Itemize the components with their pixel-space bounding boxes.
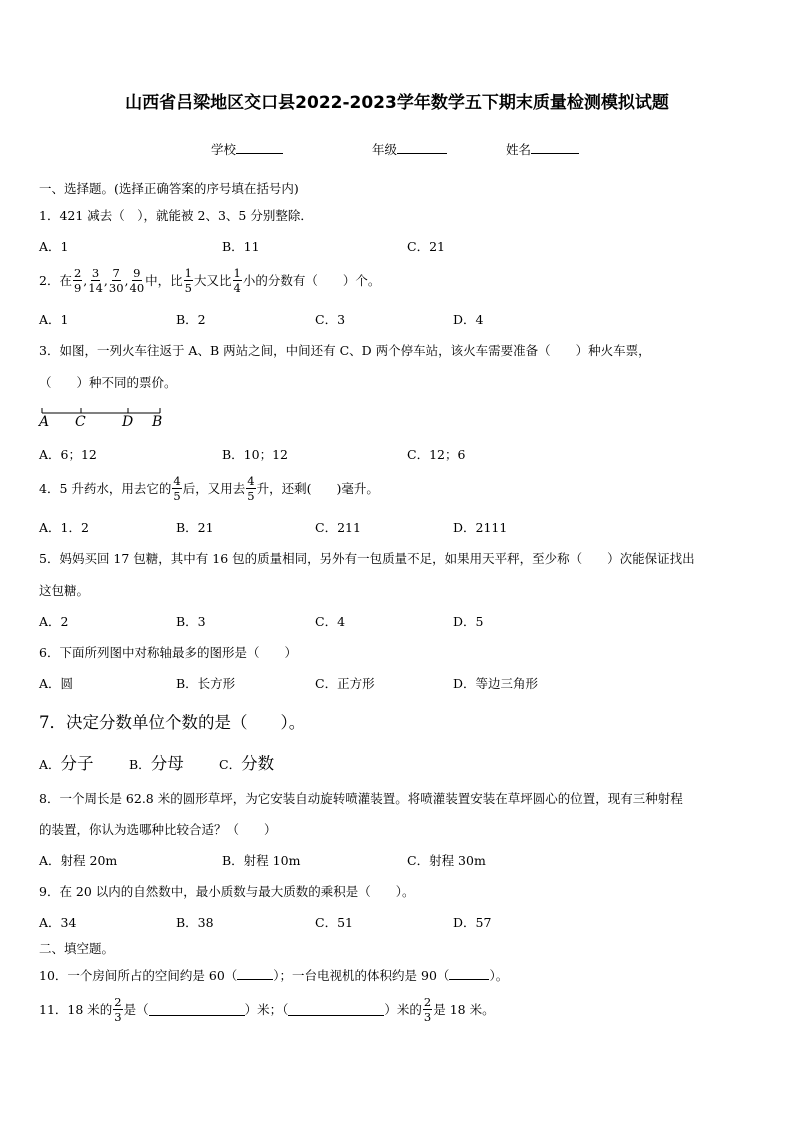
q11-mid1: 是（ — [123, 1001, 149, 1017]
q4-fraction-1: $\frac{4}{5}$ — [173, 474, 181, 503]
q10-mid: ）；一台电视机的体积约是 90（ — [273, 968, 450, 983]
school-label: 学校 — [211, 142, 237, 157]
q2-fraction-2: $\frac{3}{14}$ — [88, 266, 103, 295]
q7-option-a-text: 分子 — [60, 754, 94, 773]
q4-fraction-2: $\frac{4}{5}$ — [247, 474, 255, 503]
grade-field — [372, 141, 447, 158]
school-blank[interactable] — [236, 141, 283, 154]
q2-stem: 2．在 $\frac{2}{9}$ , $\frac{3}{14}$ , $\frac{7}{30}$ , $\frac{9}{40}$ 中，比 $\frac{1}{5}$ 大又比 $\frac{1}{4}$ 小的分数有（ ）个。 — [39, 266, 381, 295]
q2-fraction-5: $\frac{1}{5}$ — [184, 266, 192, 295]
q4-option-d[interactable]: D．2111 — [453, 520, 508, 535]
q4-mid: 后，又用去 — [182, 480, 246, 496]
station-d-label: D — [122, 414, 134, 430]
q9-option-d[interactable]: D．57 — [453, 915, 492, 930]
q6-option-d[interactable]: D．等边三角形 — [453, 676, 539, 691]
q7-option-a-label: A． — [39, 757, 61, 772]
q8-option-a[interactable]: A．射程 20m — [39, 853, 118, 868]
q6-option-c[interactable]: C．正方形 — [315, 676, 375, 691]
q7-option-a[interactable] — [39, 750, 94, 774]
q2-option-b[interactable]: B．2 — [176, 312, 206, 327]
q10-blank-1[interactable] — [237, 967, 273, 980]
q8-option-b[interactable]: B．射程 10m — [222, 853, 301, 868]
q10-stem — [39, 967, 508, 984]
q3-option-c[interactable]: C．12；6 — [407, 447, 466, 462]
q3-track-line — [39, 405, 169, 417]
q3-option-b[interactable]: B．10；12 — [222, 447, 288, 462]
q1-stem: 1．421 减去（ ），就能被 2、3、5 分别整除． — [39, 208, 313, 223]
q11-blank-2[interactable] — [288, 1003, 384, 1016]
q7-option-b[interactable] — [129, 750, 184, 774]
q4-pre: 4．5 升药水，用去它的 — [39, 480, 172, 496]
name-label: 姓名 — [506, 142, 532, 157]
q6-option-b[interactable]: B．长方形 — [176, 676, 236, 691]
station-b-label: B — [152, 414, 163, 430]
q7-option-c-label: C． — [219, 757, 242, 772]
q9-option-c[interactable]: C．51 — [315, 915, 353, 930]
q2-option-d[interactable]: D．4 — [453, 312, 484, 327]
grade-label: 年级 — [372, 142, 398, 157]
name-field — [506, 141, 579, 158]
q7-option-c[interactable] — [219, 750, 274, 774]
q11-post: 是 18 米。 — [433, 1001, 495, 1017]
q5-option-b[interactable]: B．3 — [176, 614, 206, 629]
q4-option-c[interactable]: C．211 — [315, 520, 361, 535]
q8-stem-line2: 的装置，你认为选哪种比较合适？（ ） — [39, 822, 277, 837]
q11-blank-1[interactable] — [149, 1003, 245, 1016]
q3-option-a[interactable]: A．6；12 — [39, 447, 97, 462]
q5-stem-line2: 这包糖。 — [39, 583, 90, 598]
station-a-label: A — [39, 414, 50, 430]
school-field — [211, 141, 283, 158]
q3-station-diagram — [39, 405, 169, 433]
name-blank[interactable] — [531, 141, 579, 154]
grade-blank[interactable] — [397, 141, 447, 154]
q2-fraction-6: $\frac{1}{4}$ — [233, 266, 241, 295]
q4-post: 升，还剩( )毫升。 — [256, 480, 379, 496]
q7-stem: 7．决定分数单位个数的是（ ）。 — [39, 713, 306, 732]
q7-option-b-text: 分母 — [150, 754, 184, 773]
q10-blank-2[interactable] — [449, 967, 489, 980]
q1-option-b[interactable]: B．11 — [222, 239, 260, 254]
q2-mid2: 大又比 — [194, 272, 232, 288]
q3-stem-line2: （ ）种不同的票价。 — [39, 375, 177, 390]
q4-option-a[interactable]: A．1．2 — [39, 520, 89, 535]
q11-mid3: ）米的 — [384, 1001, 422, 1017]
section-fill-heading: 二、填空题。 — [39, 941, 115, 956]
section-choice-heading: 一、选择题。(选择正确答案的序号填在括号内) — [39, 181, 299, 196]
q4-option-b[interactable]: B．21 — [176, 520, 214, 535]
q11-fraction-1: $\frac{2}{3}$ — [114, 995, 122, 1024]
q9-option-b[interactable]: B．38 — [176, 915, 214, 930]
q2-post: 小的分数有（ ）个。 — [242, 272, 381, 288]
q10-pre: 10．一个房间所占的空间约是 60（ — [39, 968, 238, 983]
q5-option-c[interactable]: C．4 — [315, 614, 346, 629]
q1-option-c[interactable]: C．21 — [407, 239, 445, 254]
q11-mid2: ）米；（ — [244, 1001, 289, 1017]
q2-mid1: 中，比 — [145, 272, 183, 288]
q2-option-a[interactable]: A．1 — [39, 312, 69, 327]
station-c-label: C — [75, 414, 86, 430]
q9-stem: 9．在 20 以内的自然数中，最小质数与最大质数的乘积是（ ）。 — [39, 884, 415, 899]
q10-post: ）。 — [489, 968, 509, 983]
q7-option-b-label: B． — [129, 757, 151, 772]
q7-option-c-text: 分数 — [241, 754, 275, 773]
q2-fraction-1: $\frac{2}{9}$ — [73, 266, 82, 295]
q5-option-a[interactable]: A．2 — [39, 614, 69, 629]
q2-fraction-4: $\frac{9}{40}$ — [129, 266, 145, 295]
q1-option-a[interactable]: A．1 — [39, 239, 69, 254]
q4-stem — [39, 474, 379, 503]
q5-stem-line1: 5．妈妈买回 17 包糖，其中有 16 包的质量相同，另外有一包质量不足，如果用天平秤，至少称（ ）次能保证找出 — [39, 551, 695, 566]
q2-pre: 2．在 — [39, 272, 72, 288]
q11-fraction-2: $\frac{2}{3}$ — [423, 995, 432, 1024]
q8-option-c[interactable]: C．射程 30m — [407, 853, 486, 868]
q6-option-a[interactable]: A．圆 — [39, 676, 74, 691]
q3-stem-line1: 3．如图，一列火车往返于 A、B 两站之间，中间还有 C、D 两个停车站，该火车需要准备（ ）种火车票， — [39, 343, 651, 358]
q8-stem-line1: 8．一个周长是 62.8 米的圆形草坪，为它安装自动旋转喷灌装置。将喷灌装置安装在草坪圆心的位置，现有三种射程 — [39, 791, 683, 806]
q6-stem: 6．下面所列图中对称轴最多的图形是（ ） — [39, 645, 297, 660]
q2-option-c[interactable]: C．3 — [315, 312, 346, 327]
q11-pre: 11．18 米的 — [39, 1001, 113, 1017]
q5-option-d[interactable]: D．5 — [453, 614, 484, 629]
page-title: 山西省吕梁地区交口县2022-2023学年数学五下期末质量检测模拟试题 — [125, 93, 669, 113]
q9-option-a[interactable]: A．34 — [39, 915, 77, 930]
q2-fraction-3: $\frac{7}{30}$ — [108, 266, 124, 295]
q11-stem — [39, 995, 495, 1024]
